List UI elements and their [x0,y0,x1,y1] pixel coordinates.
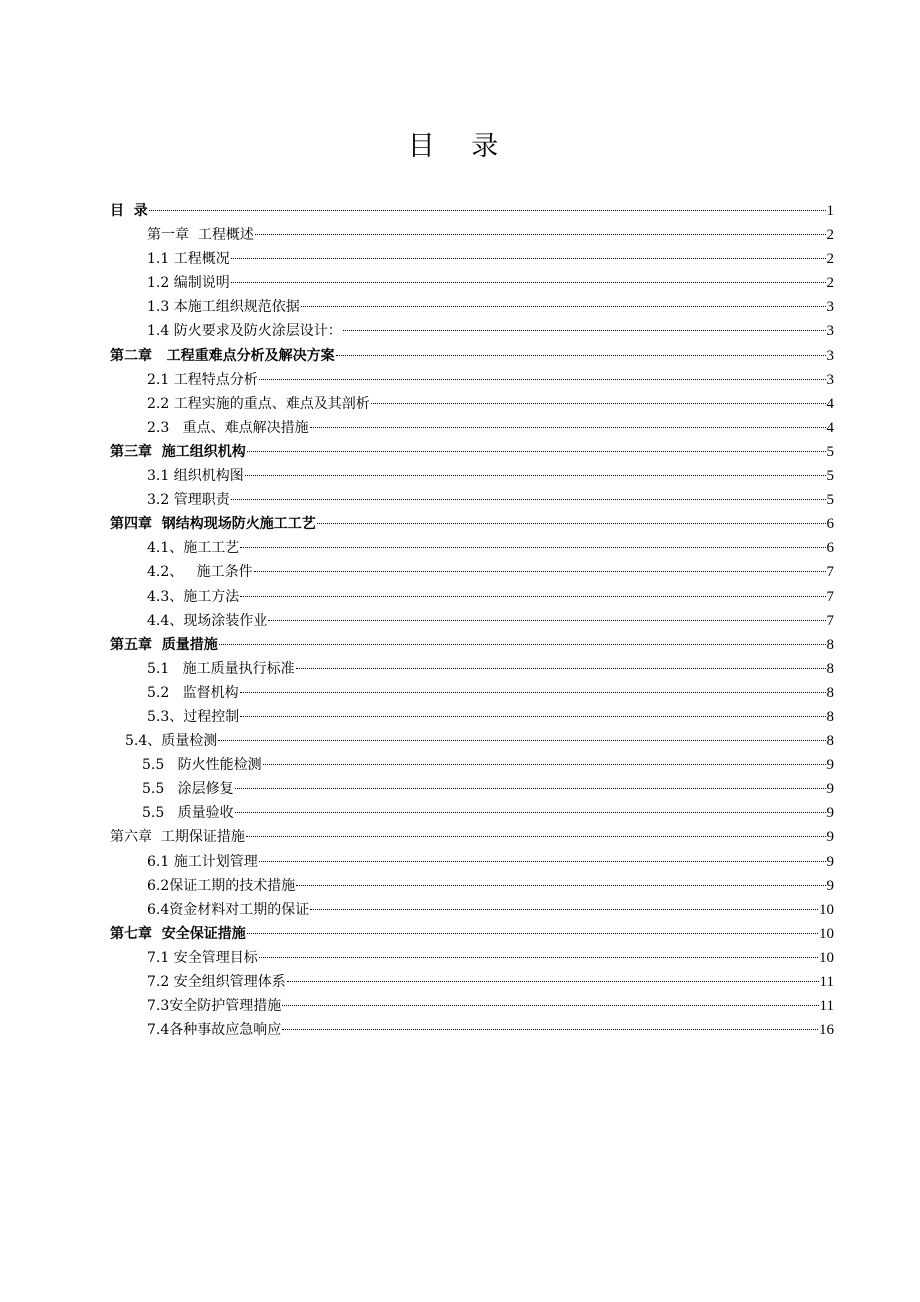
toc-entry-label: 1.1 工程概况 [147,251,230,268]
dot-leader [343,330,826,331]
toc-entry-label: 6.4资金材料对工期的保证 [147,901,310,918]
toc-entry-label: 7.2 安全组织管理体系 [147,974,286,990]
toc-entry[interactable] [110,633,834,657]
toc-entry-label: 第三章 施工组织机构 [110,443,246,460]
toc-entry-page: 10 [819,949,834,966]
toc-entry-label: 5.5 质量验收 [142,805,234,822]
toc-entry-page: 4 [826,395,834,412]
toc-entry-label: 7.1 安全管理目标 [147,949,258,966]
toc-entry-page: 5 [826,443,834,460]
dot-leader [259,861,826,862]
toc-entry-page: 7 [826,588,834,605]
toc-entry-label: 第七章 安全保证措施 [110,925,246,942]
dot-leader [296,668,826,669]
toc-entry-page: 3 [826,323,834,340]
dot-leader [301,306,826,307]
toc-entry-page: 9 [826,853,834,870]
toc-entry-label: 5.4、质量检测 [125,733,218,750]
toc-entry-label: 6.2保证工期的技术措施 [147,877,296,894]
toc-entry-label: 2.1 工程特点分析 [147,371,258,388]
toc-entry[interactable] [110,271,834,295]
toc-entry-label: 5.3、过程控制 [147,708,240,725]
toc-entry-page: 1 [826,203,834,219]
toc-entry-page: 9 [826,757,834,774]
dot-leader [235,788,826,789]
toc-entry-label: 2.2 工程实施的重点、难点及其剖析 [147,395,370,412]
toc-entry-label: 6.1 施工计划管理 [147,853,258,870]
dot-leader [219,644,826,645]
dot-leader [235,812,826,813]
toc-entry[interactable] [110,609,834,633]
toc-entry[interactable] [110,295,834,319]
dot-leader [231,499,826,500]
toc-entry-page: 4 [826,419,834,436]
dot-leader [254,571,826,572]
dot-leader [247,451,826,452]
toc-entry-page: 8 [826,636,834,653]
toc-entry-page: 10 [819,925,834,942]
dot-leader [282,1029,818,1030]
toc-entry[interactable] [110,247,834,271]
toc-entry-page: 8 [826,684,834,701]
dot-leader [240,596,825,597]
toc-entry-page: 11 [819,974,834,990]
toc-entry-label: 1.4 防火要求及防火涂层设计： [147,323,342,340]
page-title: 目 录 [407,131,513,162]
dot-leader [310,909,818,910]
toc-entry-page: 6 [826,540,834,557]
dot-leader [259,379,826,380]
toc-entry-page: 10 [819,901,834,918]
dot-leader [317,523,826,524]
toc-entry-label: 目 录 [110,203,148,219]
toc-entry-label: 第四章 钢结构现场防火施工工艺 [110,516,316,533]
toc-entry[interactable] [110,705,834,729]
dot-leader [255,234,826,235]
toc-entry[interactable] [110,416,834,440]
toc-entry[interactable] [110,488,834,512]
dot-leader [282,1005,818,1006]
toc-entry-label: 4.4、现场涂装作业 [147,612,268,629]
toc-entry-label: 5.2 监督机构 [147,684,239,701]
dot-leader [245,475,826,476]
toc-entry-page: 9 [826,805,834,822]
toc-entry[interactable] [110,753,834,777]
toc-entry[interactable] [110,898,834,922]
toc-entry-label: 1.2 编制说明 [147,275,230,292]
toc-entry-page: 8 [826,660,834,677]
dot-leader [296,885,825,886]
toc-entry[interactable] [110,392,834,416]
toc-entry-label: 5.5 防火性能检测 [142,757,262,774]
dot-leader [240,716,825,717]
toc-entry-label: 第二章 工程重难点分析及解决方案 [110,347,335,364]
toc-entry-page: 16 [819,1022,834,1039]
toc-entry[interactable] [110,536,834,560]
dot-leader [246,836,826,837]
toc-entry-page: 2 [826,251,834,268]
toc-entry-label: 7.3安全防护管理措施 [147,998,282,1015]
toc-entry-label: 5.1 施工质量执行标准 [147,660,295,677]
dot-leader [240,692,826,693]
toc-entry[interactable] [110,970,834,994]
toc-entry-label: 第一章 工程概述 [147,227,254,244]
dot-leader [268,620,825,621]
dot-leader [336,355,826,356]
toc-entry-label: 4.1、施工工艺 [147,540,240,557]
toc-entry-page: 9 [826,781,834,798]
toc-entry-label: 4.2、 施工条件 [147,564,253,581]
toc-entry-page: 2 [826,275,834,292]
dot-leader [247,933,818,934]
toc-entry[interactable] [110,319,834,343]
toc-entry[interactable] [110,585,834,609]
toc-entry-page: 8 [826,733,834,750]
toc-entry-page: 6 [826,516,834,533]
toc-entry[interactable] [110,850,834,874]
toc-entry[interactable] [110,657,834,681]
toc-entry[interactable] [110,922,834,946]
toc-entry[interactable] [110,1018,834,1042]
dot-leader [371,403,826,404]
toc-entry-page: 9 [826,829,834,846]
dot-leader [149,210,826,211]
toc-entry-page: 11 [819,998,834,1015]
toc-entry[interactable] [110,681,834,705]
toc-entry[interactable] [110,368,834,392]
toc-entry-label: 3.2 管理职责 [147,492,230,509]
toc-entry-page: 3 [826,347,834,364]
toc-entry-page: 7 [826,612,834,629]
dot-leader [287,981,819,982]
toc-entry-label: 3.1 组织机构图 [147,468,244,485]
table-of-contents [110,199,834,1042]
toc-entry-page: 2 [826,227,834,244]
toc-entry-label: 2.3 重点、难点解决措施 [147,419,309,436]
toc-entry-label: 5.5 涂层修复 [142,781,234,798]
toc-entry[interactable] [110,825,834,849]
dot-leader [231,282,826,283]
toc-entry-label: 4.3、施工方法 [147,588,240,605]
toc-entry[interactable] [110,994,834,1018]
toc-entry-page: 9 [826,877,834,894]
dot-leader [259,957,818,958]
toc-entry[interactable] [110,199,834,223]
toc-entry[interactable] [110,464,834,488]
dot-leader [218,740,825,741]
toc-entry[interactable] [110,801,834,825]
toc-entry[interactable] [110,223,834,247]
toc-entry[interactable] [110,512,834,536]
dot-leader [310,427,826,428]
dot-leader [231,258,826,259]
toc-entry-page: 3 [826,299,834,316]
toc-entry[interactable] [110,560,834,584]
toc-entry[interactable] [110,729,834,753]
toc-entry[interactable] [110,344,834,368]
dot-leader [240,547,825,548]
toc-entry[interactable] [110,946,834,970]
toc-entry[interactable] [110,777,834,801]
toc-entry-label: 1.3 本施工组织规范依据 [147,299,300,316]
toc-entry-label: 第五章 质量措施 [110,636,218,653]
toc-entry-page: 5 [826,492,834,509]
toc-entry-page: 3 [826,371,834,388]
toc-entry-label: 第六章 工期保证措施 [110,829,245,846]
toc-entry-page: 7 [826,564,834,581]
toc-entry[interactable] [110,874,834,898]
toc-entry-page: 8 [826,708,834,725]
toc-entry-label: 7.4各种事故应急响应 [147,1022,282,1039]
toc-entry[interactable] [110,440,834,464]
dot-leader [263,764,826,765]
toc-entry-page: 5 [826,468,834,485]
